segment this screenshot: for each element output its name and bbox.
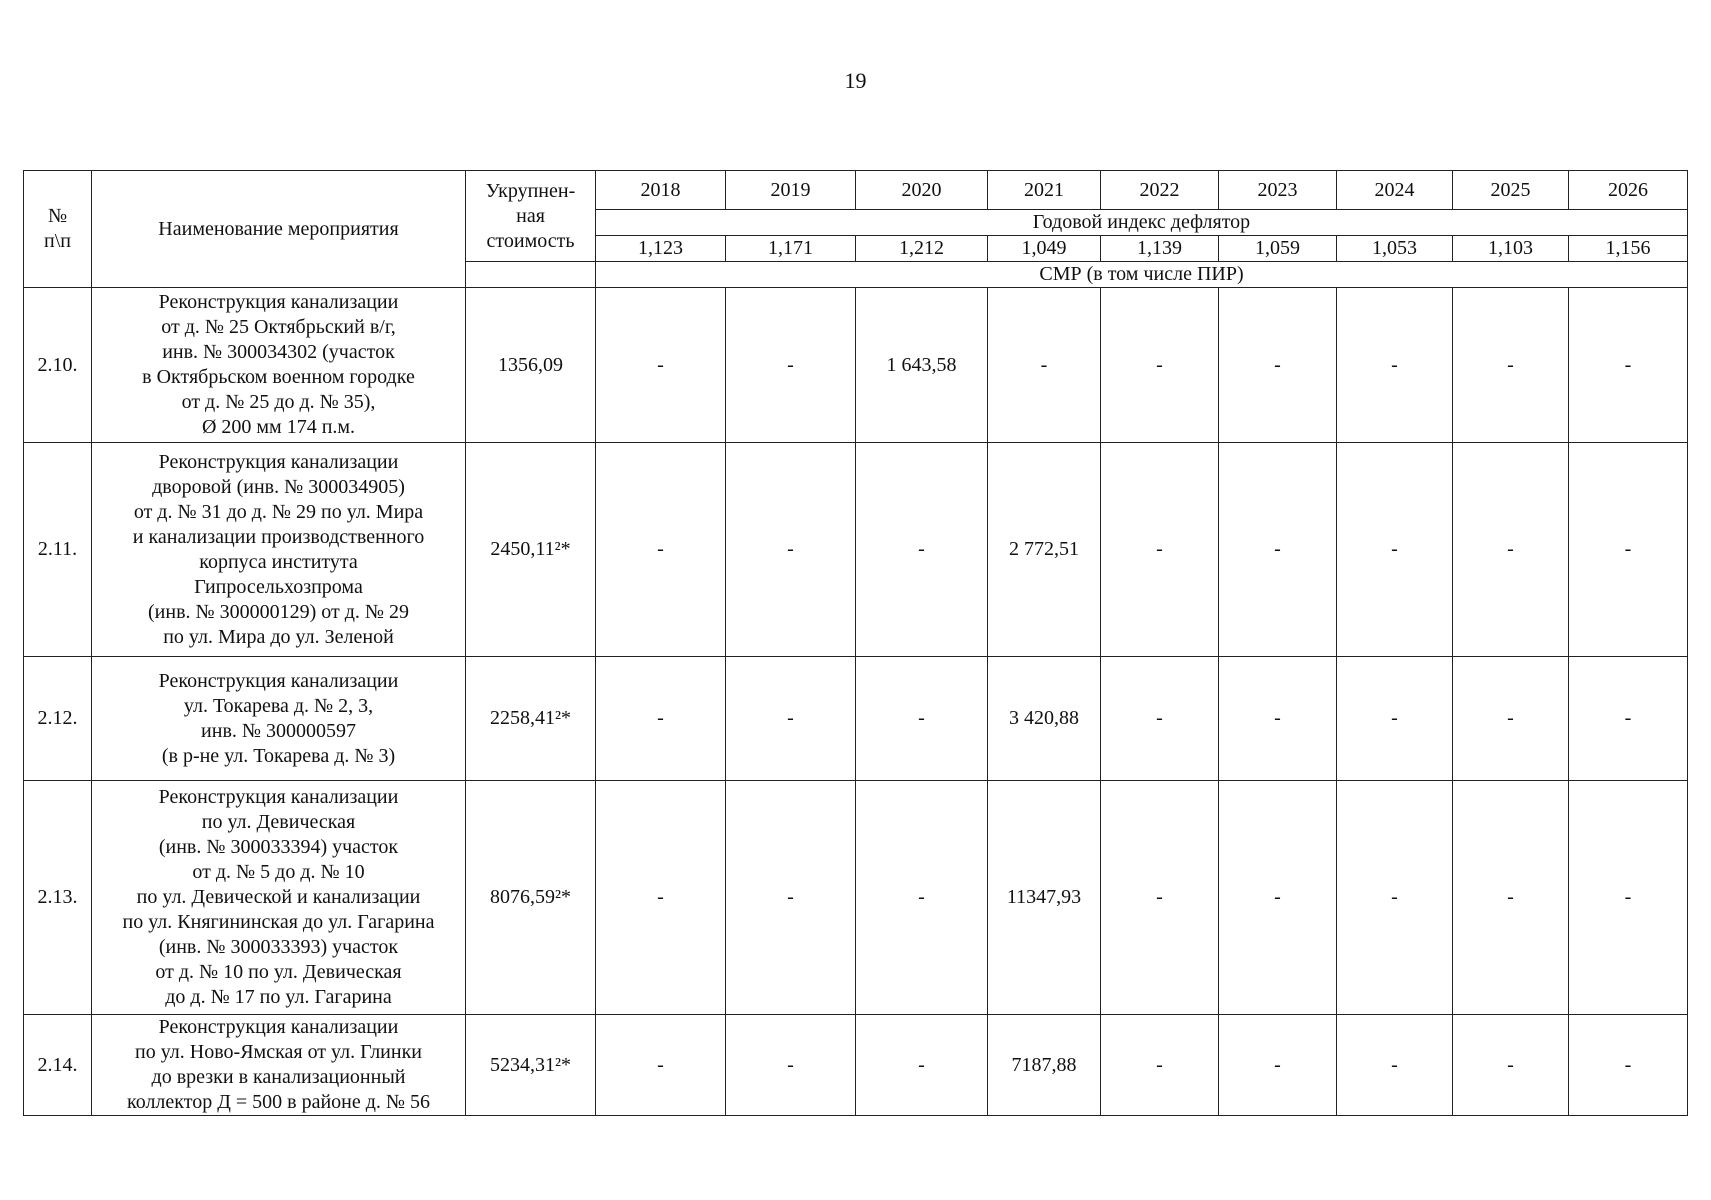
row-year-value: -	[1453, 288, 1569, 443]
row-year-value: -	[596, 781, 726, 1015]
row-year-value: -	[726, 1015, 856, 1116]
header-year: 2025	[1453, 171, 1569, 210]
row-year-value: 7187,88	[988, 1015, 1101, 1116]
row-year-value: -	[1337, 288, 1453, 443]
header-name: Наименование мероприятия	[92, 171, 466, 288]
table-row	[24, 443, 1688, 657]
header-year: 2026	[1569, 171, 1688, 210]
row-year-value: -	[1569, 288, 1688, 443]
table-row	[24, 657, 1688, 781]
header-deflator: 1,156	[1569, 236, 1688, 262]
row-cost: 8076,59²*	[466, 781, 596, 1015]
row-year-value: -	[1569, 443, 1688, 657]
row-year-value: -	[1337, 657, 1453, 781]
row-year-value: -	[1219, 1015, 1337, 1116]
row-year-value: -	[1453, 443, 1569, 657]
row-year-value: -	[1219, 657, 1337, 781]
header-num: № п\п	[24, 171, 92, 288]
row-cost: 2450,11²*	[466, 443, 596, 657]
header-year: 2024	[1337, 171, 1453, 210]
page-number: 19	[844, 68, 867, 93]
row-measure-name: Реконструкция канализации по ул. Ново-Ямская от ул. Глинки до врезки в канализационный коллектор Д = 500 в районе д. № 56	[92, 1015, 466, 1116]
row-year-value: -	[726, 288, 856, 443]
row-year-value: -	[1569, 781, 1688, 1015]
header-cost-blank	[466, 262, 596, 288]
row-year-value: -	[1101, 1015, 1219, 1116]
row-cost: 2258,41²*	[466, 657, 596, 781]
header-smr-label: СМР (в том числе ПИР)	[596, 262, 1688, 288]
row-year-value: -	[1219, 288, 1337, 443]
row-year-value: -	[1101, 781, 1219, 1015]
header-deflator: 1,053	[1337, 236, 1453, 262]
row-measure-name: Реконструкция канализации от д. № 25 Октябрьский в/г, инв. № 300034302 (участок в Октябрьском военном городке от д. № 25 до д. № 35), Ø 200 мм 174 п.м.	[92, 288, 466, 443]
header-deflator-label: Годовой индекс дефлятор	[596, 210, 1688, 236]
row-year-value: -	[1453, 657, 1569, 781]
row-number: 2.13.	[24, 781, 92, 1015]
table-row	[24, 288, 1688, 443]
row-year-value: -	[1219, 443, 1337, 657]
row-year-value: -	[988, 288, 1101, 443]
header-deflator: 1,049	[988, 236, 1101, 262]
row-cost: 1356,09	[466, 288, 596, 443]
header-cost: Укрупнен- ная стоимость	[466, 171, 596, 262]
row-year-value: -	[1453, 1015, 1569, 1116]
header-deflator: 1,103	[1453, 236, 1569, 262]
row-year-value: -	[596, 288, 726, 443]
header-deflator: 1,123	[596, 236, 726, 262]
row-year-value: 2 772,51	[988, 443, 1101, 657]
row-number: 2.12.	[24, 657, 92, 781]
row-year-value: -	[1337, 1015, 1453, 1116]
row-year-value: -	[856, 1015, 988, 1116]
row-year-value: -	[1569, 657, 1688, 781]
table-row	[24, 781, 1688, 1015]
row-number: 2.11.	[24, 443, 92, 657]
header-deflator: 1,171	[726, 236, 856, 262]
row-year-value: -	[1337, 781, 1453, 1015]
header-deflator: 1,212	[856, 236, 988, 262]
row-year-value: -	[856, 781, 988, 1015]
row-year-value: -	[1101, 657, 1219, 781]
header-year: 2020	[856, 171, 988, 210]
row-year-value: -	[1453, 781, 1569, 1015]
row-year-value: -	[1101, 288, 1219, 443]
row-year-value: -	[856, 443, 988, 657]
header-row-years	[24, 171, 1688, 210]
row-year-value: 3 420,88	[988, 657, 1101, 781]
header-year: 2019	[726, 171, 856, 210]
row-cost: 5234,31²*	[466, 1015, 596, 1116]
row-year-value: -	[726, 443, 856, 657]
header-year: 2021	[988, 171, 1101, 210]
row-measure-name: Реконструкция канализации ул. Токарева д. № 2, 3, инв. № 300000597 (в р-не ул. Токарева д. № 3)	[92, 657, 466, 781]
row-number: 2.14.	[24, 1015, 92, 1116]
row-number: 2.10.	[24, 288, 92, 443]
row-year-value: -	[726, 657, 856, 781]
table-row	[24, 1015, 1688, 1116]
row-measure-name: Реконструкция канализации по ул. Девическая (инв. № 300033394) участок от д. № 5 до д. № 10 по ул. Девической и канализации по ул. Княгининская до ул. Гагарина (инв. № 300033393) участок от д. № 10 по ул. Девическая до д. № 17 по ул. Гагарина	[92, 781, 466, 1015]
row-year-value: -	[726, 781, 856, 1015]
row-year-value: 1 643,58	[856, 288, 988, 443]
header-deflator: 1,139	[1101, 236, 1219, 262]
row-year-value: -	[1219, 781, 1337, 1015]
row-year-value: -	[1569, 1015, 1688, 1116]
header-year: 2022	[1101, 171, 1219, 210]
header-year: 2018	[596, 171, 726, 210]
row-year-value: -	[596, 443, 726, 657]
row-year-value: -	[856, 657, 988, 781]
measures-table	[23, 170, 1688, 1116]
header-year: 2023	[1219, 171, 1337, 210]
row-year-value: -	[596, 1015, 726, 1116]
row-year-value: -	[1337, 443, 1453, 657]
row-year-value: 11347,93	[988, 781, 1101, 1015]
row-year-value: -	[1101, 443, 1219, 657]
header-deflator: 1,059	[1219, 236, 1337, 262]
row-year-value: -	[596, 657, 726, 781]
row-measure-name: Реконструкция канализации дворовой (инв. № 300034905) от д. № 31 до д. № 29 по ул. Мира и канализации производственного корпуса института Гипросельхозпрома (инв. № 300000129) от д. № 29 по ул. Мира до ул. Зеленой	[92, 443, 466, 657]
